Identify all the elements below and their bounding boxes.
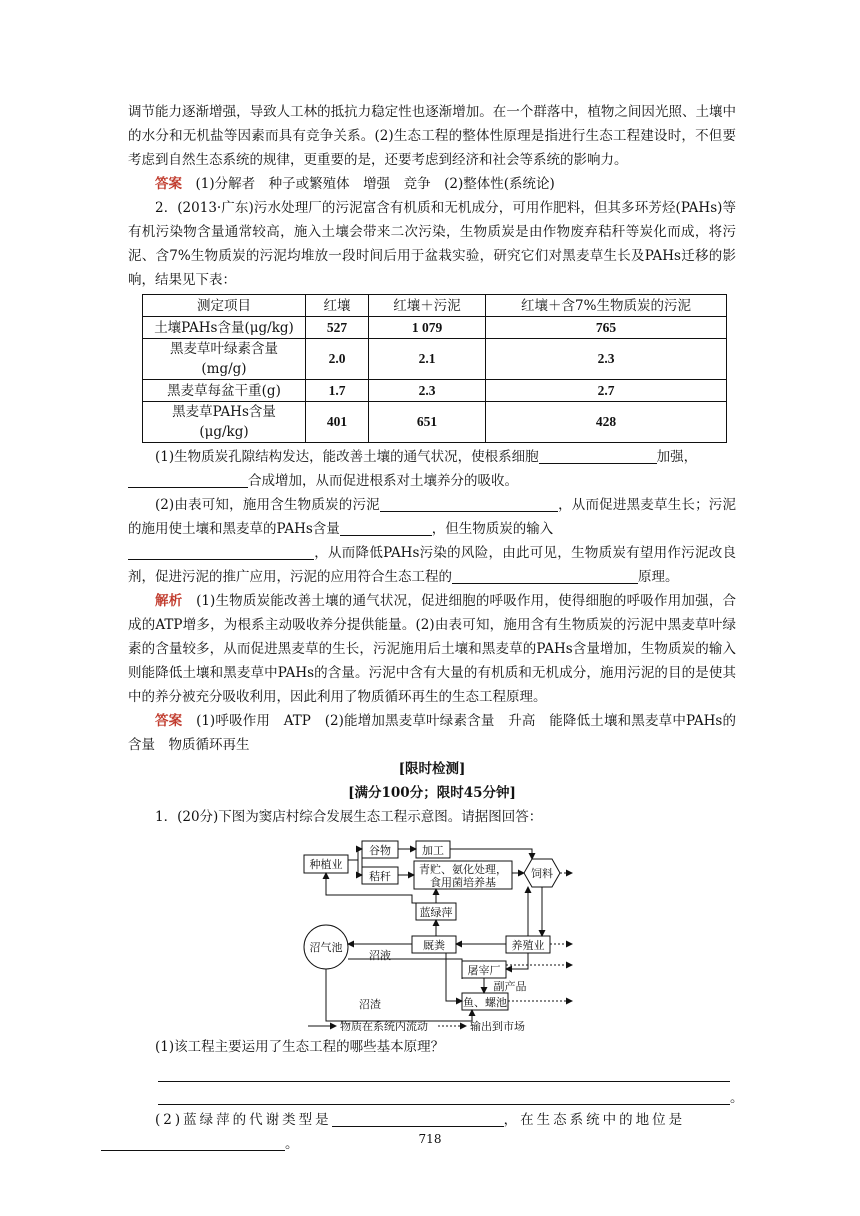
label-lanlvping: 蓝绿萍: [419, 906, 453, 919]
question-text: (2)由表可知，施用含生物质炭的污泥: [155, 497, 380, 513]
question-1-part-1: (1)该工程主要运用了生态工程的哪些基本原理？: [155, 1039, 445, 1055]
answer-blank[interactable]: [128, 471, 248, 488]
question-text: 合成增加，从而促进根系对土壤养分的吸收。: [248, 473, 518, 489]
label-zhaozha: 沼渣: [359, 998, 381, 1011]
label-guwu: 谷物: [369, 844, 391, 857]
table-cell: 土壤PAHs含量(μg/kg): [143, 317, 306, 339]
table-header: 红壤: [306, 295, 369, 317]
table-row: [143, 402, 727, 443]
legend-market: 输出到市场: [470, 1020, 525, 1031]
answer-blank[interactable]: [452, 567, 638, 584]
question-text: ，从而促进黑麦草生长；污泥的施用使土壤和黑麦草的PAHs含量: [128, 497, 737, 537]
table-header-row: [143, 295, 727, 317]
table-row: [143, 339, 727, 380]
table-cell: 1 079: [369, 317, 486, 339]
answer-1: [128, 172, 736, 196]
question-1-intro: 1．(20分)下图为窦店村综合发展生态工程示意图。请据图回答：: [155, 809, 543, 825]
label-yuluochi: 鱼、螺池: [463, 996, 507, 1009]
label-jiegan: 秸秆: [369, 870, 391, 883]
question-2-part-1: [128, 445, 736, 493]
label-fuchanpin: 副产品: [493, 980, 527, 993]
question-text: ，在生态系统中的地位是: [503, 1112, 686, 1128]
table-cell: 428: [486, 402, 727, 443]
label-qingzhu-2: 食用菌培养基: [430, 876, 496, 889]
table-cell: 527: [306, 317, 369, 339]
answer-text: (1)分解者 种子或繁殖体 增强 竞争 (2)整体性(系统论): [195, 176, 555, 192]
table-cell: 2.0: [306, 339, 369, 380]
table-header: 红壤＋含7%生物质炭的污泥: [486, 295, 727, 317]
table-cell: 765: [486, 317, 727, 339]
results-table: [142, 294, 727, 443]
answer-blank[interactable]: [128, 543, 314, 560]
question-text: 。: [285, 1136, 302, 1152]
question-text: (1)生物质炭孔隙结构发达，能改善土壤的通气状况，使根系细胞: [155, 449, 539, 465]
table-cell: 2.7: [486, 380, 727, 402]
eco-engineering-diagram: [302, 835, 574, 1031]
table-header: 测定项目: [143, 295, 306, 317]
table-cell: 651: [369, 402, 486, 443]
label-yangzhiye: 养殖业: [511, 939, 545, 952]
label-siliao: 饲料: [531, 867, 553, 880]
answer-blank[interactable]: [332, 1110, 504, 1127]
page-content: [128, 100, 744, 1156]
answer-text: (1)呼吸作用 ATP (2)能增加黑麦草叶绿素含量 升高 能降低土壤和黑麦草中PAHs的含量 物质循环再生: [128, 713, 737, 753]
table-cell: 黑麦草PAHs含量(μg/kg): [143, 402, 306, 443]
paragraph-analysis-continued: 调节能力逐渐增强，导致人工林的抵抗力稳定性也逐渐增加。在一个群落中，植物之间因光照、土壤中的水分和无机盐等因素而具有竞争关系。(2)生态工程的整体性原理是指进行生态工程建设时，不但要考虑到自然生态系统的规律，更重要的是，还要考虑到经济和社会等系统的影响力。: [128, 104, 736, 168]
answer-line[interactable]: [158, 1082, 730, 1105]
analysis-text: (1)生物质炭能改善土壤的通气状况，促进细胞的呼吸作用，使得细胞的呼吸作用加强，合成的ATP增多，为根系主动吸收养分提供能量。(2)由表可知，施用含有生物质炭的污泥中黑麦草叶绿素的含量较多，从而促进黑麦草的生长，污泥施用后土壤和黑麦草的PAHs含量增加，生物质炭的输入则能降低土壤和黑麦草中PAHs的含量。污泥中含有大量的有机质和无机成分，施用污泥的目的是使其中的养分被充分吸收利用，因此利用了物质循环再生的生态工程原理。: [128, 593, 737, 705]
question-2-part-2: [128, 493, 736, 589]
label-zhaoye: 沼液: [369, 949, 391, 962]
legend-inner: 物质在系统内流动: [340, 1020, 428, 1031]
table-cell: 401: [306, 402, 369, 443]
answer-2: [128, 709, 736, 757]
question-text: ，从而降低PAHs污染的风险，由此可见，生物质炭有望用作污泥改良剂，促进污泥的推广应用，污泥的应用符合生态工程的: [128, 545, 736, 585]
answer-label: 答案: [155, 176, 182, 192]
table-cell: 2.3: [369, 380, 486, 402]
answer-blank[interactable]: [539, 447, 657, 464]
question-text: 加强，: [656, 449, 698, 465]
table-cell: 2.3: [486, 339, 727, 380]
answer-line[interactable]: [158, 1059, 730, 1082]
label-qingzhu-1: 青贮、氨化处理，: [419, 863, 507, 876]
label-fenlei: 厩粪: [423, 939, 445, 952]
answer-blank[interactable]: [380, 495, 558, 512]
analysis-2: [128, 589, 736, 709]
label-jiagong: 加工: [422, 844, 444, 857]
section-subtitle: [满分100分；限时45分钟]: [348, 785, 516, 801]
label-zhaoqichi: 沼气池: [309, 941, 343, 954]
table-cell: 2.1: [369, 339, 486, 380]
table-row: [143, 317, 727, 339]
question-text: ，但生物质炭的输入: [431, 521, 554, 537]
answer-line-row: [128, 1082, 744, 1106]
table-header: 红壤＋污泥: [369, 295, 486, 317]
table-cell: 1.7: [306, 380, 369, 402]
table-cell: 黑麦草每盆干重(g): [143, 380, 306, 402]
section-title: [限时检测]: [398, 761, 466, 777]
question-2-intro: 2．(2013·广东)污水处理厂的污泥富含有机质和无机成分，可用作肥料，但其多环芳烃(PAHs)等有机污染物含量通常较高，施入土壤会带来二次污染，生物质炭是由作物废弃秸秆等炭化而成，将污泥、含7%生物质炭的污泥均堆放一段时间后用于盆栽实验，研究它们对黑麦草生长及PAHs迁移的影响，结果见下表：: [128, 200, 736, 288]
question-text: (2)蓝绿萍的代谢类型是: [155, 1112, 332, 1128]
label-tuzaichang: 屠宰厂: [467, 964, 501, 977]
page-number: 718: [418, 1132, 442, 1146]
answer-label: 答案: [155, 713, 183, 729]
analysis-label: 解析: [155, 593, 183, 609]
question-text: 原理。: [638, 569, 679, 585]
answer-blank[interactable]: [340, 519, 432, 536]
table-cell: 黑麦草叶绿素含量(mg/g): [143, 339, 306, 380]
question-text: 。: [730, 1090, 744, 1106]
table-row: [143, 380, 727, 402]
label-zhongzhiye: 种植业: [309, 858, 343, 871]
